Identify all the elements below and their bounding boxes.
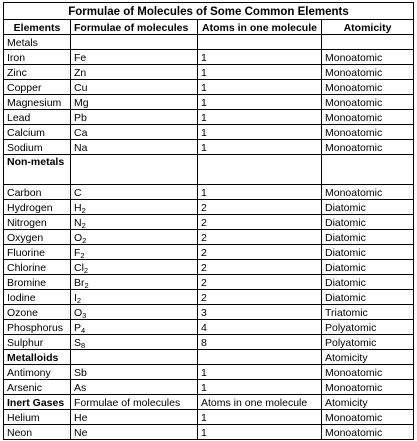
- formula-symbol: Br: [74, 277, 85, 289]
- element-atomicity: Polyatomic: [322, 320, 414, 335]
- formula-symbol: Zn: [74, 67, 87, 79]
- element-name: Chlorine: [4, 260, 71, 275]
- element-atomicity: Monoatomic: [322, 425, 414, 440]
- formula-symbol: S: [74, 337, 82, 349]
- element-atoms: 1: [198, 65, 322, 80]
- element-formula: [71, 50, 198, 65]
- formula-subscript: 4: [81, 326, 86, 335]
- element-name: Iron: [4, 50, 71, 65]
- formula-symbol: N: [74, 217, 82, 229]
- formula-symbol: F: [74, 247, 81, 259]
- table-row: [4, 425, 414, 440]
- section-label-metals: Metals: [4, 35, 71, 50]
- element-formula: [71, 200, 198, 215]
- element-atomicity: Diatomic: [322, 290, 414, 305]
- element-atoms: 2: [198, 200, 322, 215]
- element-atoms: 1: [198, 110, 322, 125]
- element-atomicity: Monoatomic: [322, 65, 414, 80]
- section-row-metals: [4, 35, 414, 50]
- formula-symbol: He: [74, 412, 88, 424]
- element-formula: [71, 110, 198, 125]
- element-atoms: 1: [198, 80, 322, 95]
- element-name: Bromine: [4, 275, 71, 290]
- element-formula: [71, 125, 198, 140]
- section-metalloids-atomicity: Atomicity: [322, 350, 414, 365]
- element-name: Fluorine: [4, 245, 71, 260]
- table-body: [4, 35, 414, 440]
- formula-subscript: 2: [83, 266, 89, 275]
- table-row: [4, 200, 414, 215]
- element-name: Neon: [4, 425, 71, 440]
- table-title: Formulae of Molecules of Some Common Elements: [4, 3, 414, 20]
- elements-table: [3, 2, 414, 440]
- element-atomicity: Diatomic: [322, 275, 414, 290]
- formula-symbol: P: [74, 322, 82, 334]
- element-name: Oxygen: [4, 230, 71, 245]
- formula-subscript: 2: [80, 251, 85, 260]
- formula-symbol: Ne: [74, 427, 88, 439]
- header-elements: Elements: [4, 20, 71, 35]
- element-atomicity: Monoatomic: [322, 365, 414, 380]
- element-atomicity: Diatomic: [322, 200, 414, 215]
- element-formula: [71, 260, 198, 275]
- section-row-metalloids: [4, 350, 414, 365]
- element-atoms: 1: [198, 125, 322, 140]
- element-formula: [71, 95, 198, 110]
- table-row: [4, 320, 414, 335]
- element-atomicity: Monoatomic: [322, 95, 414, 110]
- element-atoms: 2: [198, 275, 322, 290]
- table-row: [4, 260, 414, 275]
- element-name: Copper: [4, 80, 71, 95]
- formula-subscript: 8: [81, 341, 86, 350]
- table-row: [4, 140, 414, 155]
- formula-symbol: Fe: [74, 52, 87, 64]
- formula-symbol: Cu: [74, 82, 88, 94]
- element-atoms: 3: [198, 305, 322, 320]
- section-inert-formulae: Formulae of molecules: [71, 395, 198, 410]
- table-row: [4, 110, 414, 125]
- formula-subscript: 2: [76, 296, 82, 305]
- element-atomicity: Polyatomic: [322, 335, 414, 350]
- section-inert-atomicity: Atomicity: [322, 395, 414, 410]
- formula-symbol: Mg: [74, 97, 89, 109]
- header-row: [4, 20, 414, 35]
- formula-symbol: Cl: [74, 262, 84, 274]
- header-atoms: Atoms in one molecule: [198, 20, 322, 35]
- formula-symbol: H: [74, 202, 82, 214]
- element-formula: [71, 410, 198, 425]
- formula-symbol: O: [74, 232, 83, 244]
- section-row-inert: [4, 395, 414, 410]
- element-atoms: 2: [198, 290, 322, 305]
- table-row: [4, 50, 414, 65]
- element-name: Antimony: [4, 365, 71, 380]
- element-name: Lead: [4, 110, 71, 125]
- element-atomicity: Monoatomic: [322, 140, 414, 155]
- element-atoms: 1: [198, 50, 322, 65]
- table-row: [4, 65, 414, 80]
- element-name: Magnesium: [4, 95, 71, 110]
- element-atomicity: Monoatomic: [322, 185, 414, 200]
- formula-symbol: Sb: [74, 367, 87, 379]
- element-formula: [71, 275, 198, 290]
- element-atoms: 1: [198, 380, 322, 395]
- table-row: [4, 80, 414, 95]
- element-atoms: 1: [198, 95, 322, 110]
- element-atoms: 2: [198, 245, 322, 260]
- formula-symbol: Pb: [74, 112, 87, 124]
- element-name: Sulphur: [4, 335, 71, 350]
- table-row: [4, 245, 414, 260]
- header-formulae: Formulae of molecules: [71, 20, 198, 35]
- element-formula: [71, 425, 198, 440]
- element-atomicity: Monoatomic: [322, 80, 414, 95]
- element-atomicity: Diatomic: [322, 260, 414, 275]
- element-formula: [71, 140, 198, 155]
- element-name: Ozone: [4, 305, 71, 320]
- element-formula: [71, 335, 198, 350]
- table-row: [4, 125, 414, 140]
- element-name: Phosphorus: [4, 320, 71, 335]
- element-formula: [71, 290, 198, 305]
- element-atoms: 2: [198, 230, 322, 245]
- element-formula: [71, 305, 198, 320]
- formula-symbol: C: [74, 187, 82, 199]
- element-atomicity: Monoatomic: [322, 380, 414, 395]
- element-formula: [71, 245, 198, 260]
- table-row: [4, 290, 414, 305]
- section-label-nonmetals: Non-metals: [4, 155, 71, 185]
- table-row: [4, 215, 414, 230]
- section-label-inert: Inert Gases: [4, 395, 71, 410]
- table-row: [4, 305, 414, 320]
- element-name: Nitrogen: [4, 215, 71, 230]
- element-name: Arsenic: [4, 380, 71, 395]
- table-row: [4, 95, 414, 110]
- element-formula: [71, 380, 198, 395]
- element-atoms: 1: [198, 410, 322, 425]
- element-name: Calcium: [4, 125, 71, 140]
- table-row: [4, 335, 414, 350]
- element-atomicity: Triatomic: [322, 305, 414, 320]
- element-atomicity: Monoatomic: [322, 125, 414, 140]
- table-row: [4, 185, 414, 200]
- formula-subscript: 2: [82, 236, 87, 245]
- element-atoms: 1: [198, 425, 322, 440]
- element-formula: [71, 185, 198, 200]
- formula-symbol: Na: [74, 142, 88, 154]
- element-formula: [71, 80, 198, 95]
- formula-subscript: 3: [82, 311, 87, 320]
- element-atoms: 2: [198, 215, 322, 230]
- element-name: Hydrogen: [4, 200, 71, 215]
- formula-symbol: As: [74, 382, 87, 394]
- element-atomicity: Monoatomic: [322, 110, 414, 125]
- table-row: [4, 380, 414, 395]
- table-row: [4, 365, 414, 380]
- element-name: Iodine: [4, 290, 71, 305]
- element-atomicity: Diatomic: [322, 245, 414, 260]
- element-name: Carbon: [4, 185, 71, 200]
- element-name: Helium: [4, 410, 71, 425]
- element-atoms: 1: [198, 140, 322, 155]
- formula-subscript: 2: [84, 281, 89, 290]
- element-atomicity: Diatomic: [322, 230, 414, 245]
- table-row: [4, 275, 414, 290]
- formula-symbol: O: [74, 307, 83, 319]
- formula-symbol: Ca: [74, 127, 88, 139]
- element-formula: [71, 230, 198, 245]
- table-row: [4, 410, 414, 425]
- element-atoms: 1: [198, 365, 322, 380]
- element-atoms: 2: [198, 260, 322, 275]
- section-label-metalloids: Metalloids: [4, 350, 71, 365]
- element-atomicity: Monoatomic: [322, 410, 414, 425]
- element-formula: [71, 320, 198, 335]
- element-formula: [71, 65, 198, 80]
- header-atomicity: Atomicity: [322, 20, 414, 35]
- table-row: [4, 230, 414, 245]
- section-inert-atoms: Atoms in one molecule: [198, 395, 322, 410]
- element-formula: [71, 365, 198, 380]
- formula-subscript: 2: [81, 206, 86, 215]
- section-row-nonmetals: [4, 155, 414, 185]
- element-atoms: 8: [198, 335, 322, 350]
- element-name: Zinc: [4, 65, 71, 80]
- element-atomicity: Monoatomic: [322, 50, 414, 65]
- formulae-sheet: [3, 2, 413, 440]
- formula-symbol: I: [74, 292, 77, 304]
- element-atoms: 4: [198, 320, 322, 335]
- element-atoms: 1: [198, 185, 322, 200]
- element-formula: [71, 215, 198, 230]
- formula-subscript: 2: [81, 221, 86, 230]
- element-name: Sodium: [4, 140, 71, 155]
- element-atomicity: Diatomic: [322, 215, 414, 230]
